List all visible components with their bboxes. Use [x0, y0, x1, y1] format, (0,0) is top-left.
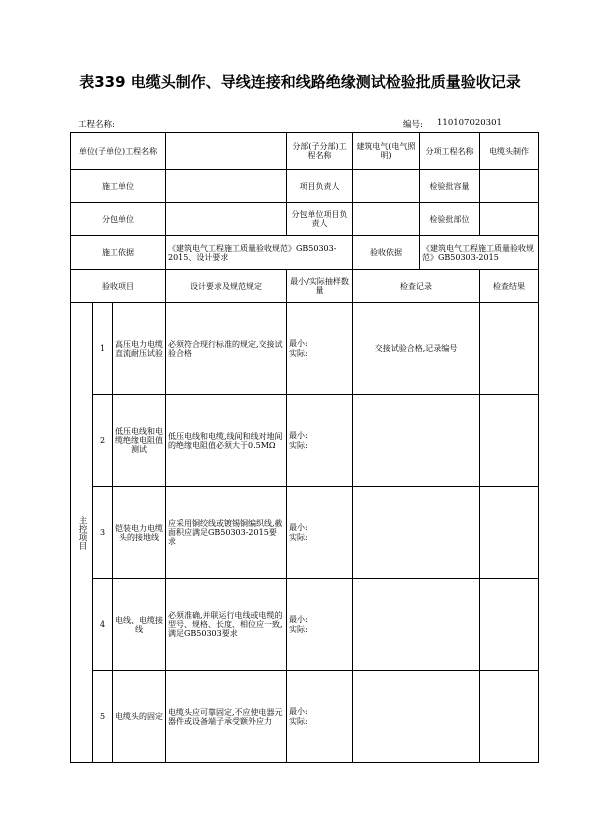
item-project-label: 分项工程名称 [420, 133, 480, 170]
row-record[interactable]: 交接试验合格,记录编号 [353, 303, 480, 395]
construction-unit-label: 施工单位 [71, 170, 166, 203]
row-sample[interactable]: 最小: 实际: [287, 303, 353, 395]
batch-location-value[interactable] [480, 203, 539, 236]
number-value: 110107020301 [437, 118, 502, 128]
page-title: 表339 电缆头制作、导线连接和线路绝缘测试检验批质量验收记录 [79, 73, 521, 91]
row-record[interactable] [353, 671, 480, 763]
subcontract-unit-label: 分包单位 [71, 203, 166, 236]
row-result[interactable] [480, 303, 539, 395]
main-control-label: 主控项目 [71, 303, 93, 763]
row-sample[interactable]: 最小: 实际: [287, 487, 353, 579]
project-manager-label: 项目负责人 [287, 170, 353, 203]
subcontract-unit-value[interactable] [166, 203, 287, 236]
row-requirement: 必须准确,并联运行电线或电缆的型号、规格、长度、相位应一致,满足GB50303要求 [166, 579, 287, 671]
col-min-sample: 最小/实际抽样数量 [287, 270, 353, 303]
row-number: 5 [93, 671, 113, 763]
acceptance-basis-value: 《建筑电气工程施工质量验收规范》GB50303-2015 [420, 236, 539, 270]
row-record[interactable] [353, 579, 480, 671]
col-inspection-record: 检查记录 [353, 270, 480, 303]
construction-basis-value: 《建筑电气工程施工质量验收规范》GB50303-2015、设计要求 [166, 236, 353, 270]
col-acceptance-item: 验收项目 [71, 270, 166, 303]
row-sample[interactable]: 最小: 实际: [287, 395, 353, 487]
row-result[interactable] [480, 671, 539, 763]
row-item: 铠装电力电缆头的接地线 [113, 487, 166, 579]
row-number: 3 [93, 487, 113, 579]
table-row [71, 303, 539, 395]
batch-capacity-value[interactable] [480, 170, 539, 203]
item-project-value: 电缆头制作 [480, 133, 539, 170]
table-row [71, 395, 539, 487]
row-number: 1 [93, 303, 113, 395]
row-requirement: 应采用铜绞线或镀锡铜编织线,截面积应满足GB50303-2015要求 [166, 487, 287, 579]
row-result[interactable] [480, 487, 539, 579]
col-design-requirement: 设计要求及规范规定 [166, 270, 287, 303]
inspection-form-table [70, 132, 539, 763]
number-label: 编号: [403, 120, 423, 130]
row-sample[interactable]: 最小: 实际: [287, 579, 353, 671]
table-row [71, 487, 539, 579]
batch-capacity-label: 检验批容量 [420, 170, 480, 203]
row-number: 4 [93, 579, 113, 671]
sub-division-label: 分部(子分部)工程名称 [287, 133, 353, 170]
row-result[interactable] [480, 579, 539, 671]
col-inspection-result: 检查结果 [480, 270, 539, 303]
row-requirement: 电缆头应可靠固定,不应使电器元器件或设备端子承受额外应力 [166, 671, 287, 763]
acceptance-basis-label: 验收依据 [353, 236, 420, 270]
subcontract-manager-value[interactable] [353, 203, 420, 236]
project-manager-value[interactable] [353, 170, 420, 203]
row-requirement: 必须符合现行标准的规定,交接试验合格 [166, 303, 287, 395]
construction-unit-value[interactable] [166, 170, 287, 203]
table-row [71, 579, 539, 671]
subcontract-manager-label: 分包单位项目负责人 [287, 203, 353, 236]
row-requirement: 低压电线和电缆,线间和线对地间的绝缘电阻值必须大于0.5MΩ [166, 395, 287, 487]
batch-location-label: 检验批部位 [420, 203, 480, 236]
row-item: 电缆头的固定 [113, 671, 166, 763]
table-row [71, 671, 539, 763]
row-result[interactable] [480, 395, 539, 487]
unit-name-label: 单位(子单位)工程名称 [71, 133, 166, 170]
row-number: 2 [93, 395, 113, 487]
row-record[interactable] [353, 395, 480, 487]
sub-division-value: 建筑电气(电气照明) [353, 133, 420, 170]
row-sample[interactable]: 最小: 实际: [287, 671, 353, 763]
construction-basis-label: 施工依据 [71, 236, 166, 270]
row-item: 高压电力电缆直流耐压试验 [113, 303, 166, 395]
unit-name-value[interactable] [166, 133, 287, 170]
project-name-label: 工程名称: [78, 120, 115, 130]
row-item: 低压电线和电缆绝缘电阻值测试 [113, 395, 166, 487]
row-record[interactable] [353, 487, 480, 579]
row-item: 电线、电缆接线 [113, 579, 166, 671]
